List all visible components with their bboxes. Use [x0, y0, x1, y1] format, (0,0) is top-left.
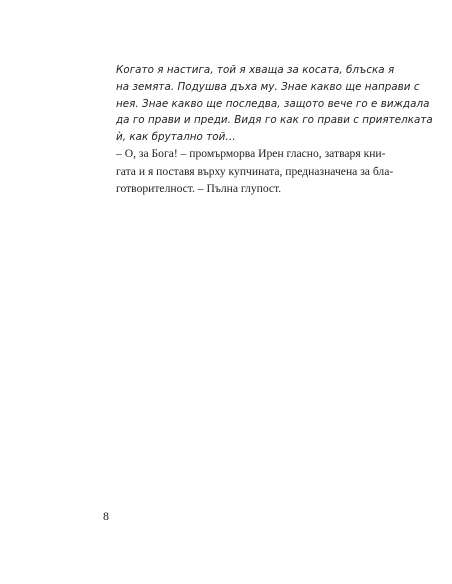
italic-line: да го прави и преди. Видя го как го прави с приятелката — [116, 114, 433, 127]
dialogue-line: готворителност. – Пълна глупост. — [116, 182, 282, 196]
dialogue-line: – О, за Бога! – промърморва Ирен гласно, затваря кни- — [116, 147, 386, 160]
italic-line: нея. Знае какво ще последва, защото вече го е виждала — [116, 97, 430, 110]
page-number: 8 — [103, 509, 109, 523]
italic-line: ѝ, как брутално той… — [116, 131, 236, 144]
italic-line: Когато я настига, той я хваща за косата, блъска я — [116, 64, 395, 76]
dialogue-line: гата и я поставя върху купчината, предназначена за бла- — [116, 164, 394, 178]
dialogue-paragraph — [116, 145, 394, 198]
italic-line: на земята. Подушва дъха му. Знае какво ще направи с — [116, 80, 420, 93]
italic-paragraph — [116, 62, 433, 146]
